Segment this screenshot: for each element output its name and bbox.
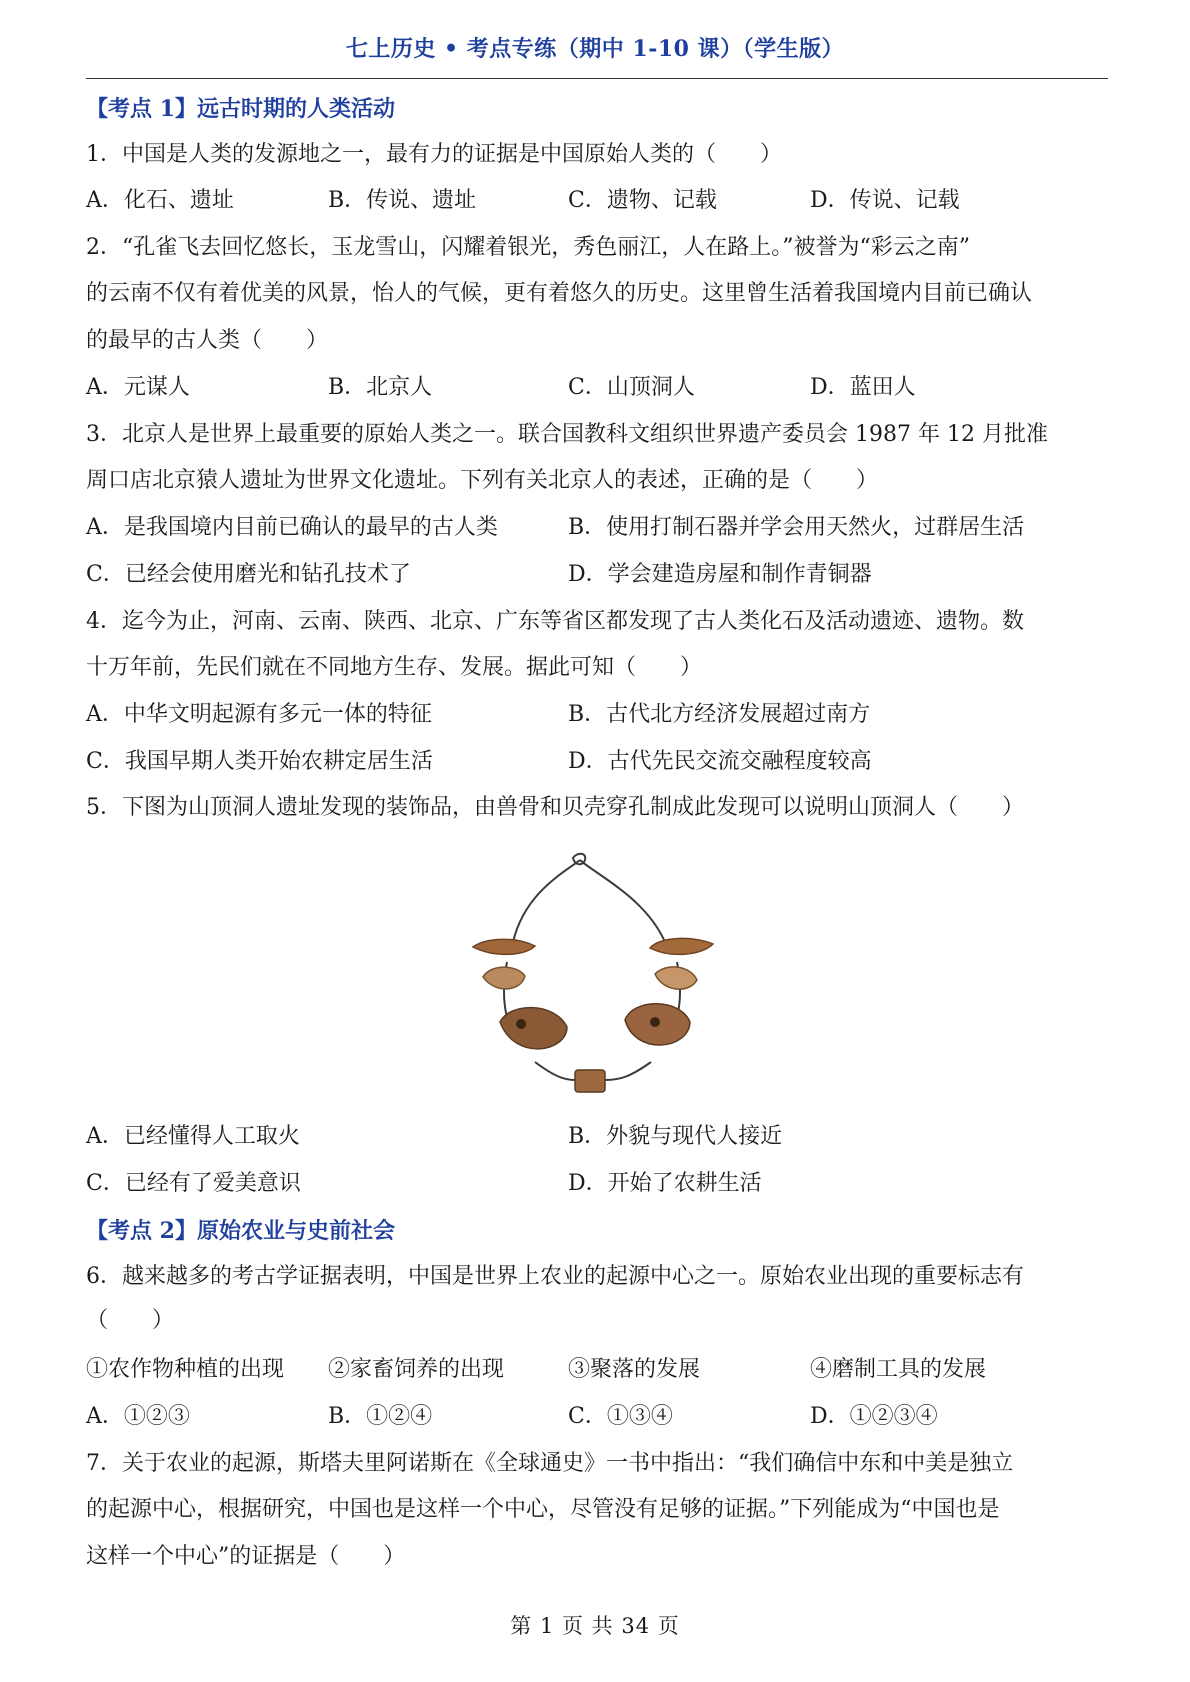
question-6-option-b: B．①②④ [328,1404,433,1429]
question-6-option-d: D．①②③④ [810,1404,938,1429]
question-2-stem-line-3: 的最早的古人类（ ） [86,328,329,353]
question-3-option-a: A．是我国境内目前已确认的最早的古人类 [86,515,498,540]
question-6-item-1: ①农作物种植的出现 [86,1357,285,1382]
bone-bead-upper-left [473,939,535,954]
section-heading-1: 【考点 1】远古时期的人类活动 [86,96,395,122]
necklace-ornament-image [455,852,745,1102]
question-2-option-c: C．山顶洞人 [568,375,695,400]
question-6-stem-line-1: 6．越来越多的考古学证据表明，中国是世界上农业的起源中心之一。原始农业出现的重要标志有 [86,1264,1025,1289]
question-6-item-4: ④磨制工具的发展 [810,1357,987,1382]
question-4-stem-line-2: 十万年前，先民们就在不同地方生存、发展。据此可知（ ） [86,655,703,680]
bone-bead-upper-right [650,938,713,954]
question-6-item-3: ③聚落的发展 [568,1357,701,1382]
question-7-stem-line-2: 的起源中心，根据研究，中国也是这样一个中心，尽管没有足够的证据。”下列能成为“中国也是 [86,1497,1000,1522]
question-5-option-c: C．已经有了爱美意识 [86,1171,301,1196]
page-number-footer: 第 1 页 共 34 页 [510,1614,680,1638]
question-1-option-d: D．传说、记载 [810,188,960,213]
question-7-stem-line-3: 这样一个中心”的证据是（ ） [86,1544,406,1569]
question-5-option-a: A．已经懂得人工取火 [86,1124,300,1149]
question-4-option-a: A．中华文明起源有多元一体的特征 [86,702,432,727]
bone-bead-mid-left [483,967,525,989]
question-1-option-a: A．化石、遗址 [86,188,234,213]
question-2-option-a: A．元谋人 [86,375,190,400]
question-3-stem-line-2: 周口店北京猿人遗址为世界文化遗址。下列有关北京人的表述，正确的是（ ） [86,468,879,493]
question-2-option-b: B．北京人 [328,375,433,400]
shell-hole-right [650,1017,660,1027]
question-4-option-b: B．古代北方经济发展超过南方 [568,702,871,727]
bone-bead-mid-right [655,967,697,989]
question-5-option-d: D．开始了农耕生活 [568,1171,762,1196]
necklace-cord-right [580,860,665,942]
necklace-cord-left [513,860,580,942]
question-3-option-b: B．使用打制石器并学会用天然火，过群居生活 [568,515,1025,540]
question-1-option-c: C．遗物、记载 [568,188,717,213]
question-3-option-d: D．学会建造房屋和制作青铜器 [568,562,872,587]
bone-bead-bottom [575,1070,605,1092]
question-2-option-d: D．蓝田人 [810,375,916,400]
question-2-stem-line-2: 的云南不仅有着优美的风景，怡人的气候，更有着悠久的历史。这里曾生活着我国境内目前已确认 [86,281,1033,306]
question-5-stem: 5．下图为山顶洞人遗址发现的装饰品，由兽骨和贝壳穿孔制成此发现可以说明山顶洞人（ ） [86,795,1025,820]
question-6-stem-line-2: （ ） [86,1308,175,1333]
question-3-stem-line-1: 3．北京人是世界上最重要的原始人类之一。联合国教科文组织世界遗产委员会 1987 年 12 月批准 [86,422,1048,447]
header-divider [86,78,1108,79]
question-3-option-c: C．已经会使用磨光和钻孔技术了 [86,562,411,587]
question-6-item-2: ②家畜饲养的出现 [328,1357,505,1382]
header-title: 七上历史 • 考点专练（期中 1-10 课）（学生版） [345,36,845,62]
question-7-stem-line-1: 7．关于农业的起源，斯塔夫里阿诺斯在《全球通史》一书中指出：“我们确信中东和中美是独立 [86,1451,1014,1476]
question-6-option-a: A．①②③ [86,1404,190,1429]
question-4-option-d: D．古代先民交流交融程度较高 [568,749,872,774]
shell-pendant-left [500,1008,567,1049]
question-5-option-b: B．外貌与现代人接近 [568,1124,783,1149]
question-2-stem-line-1: 2．“孔雀飞去回忆悠长，玉龙雪山，闪耀着银光，秀色丽江，人在路上。”被誉为“彩云之南” [86,235,970,260]
shell-hole-left [516,1019,526,1029]
question-4-stem-line-1: 4．迄今为止，河南、云南、陕西、北京、广东等省区都发现了古人类化石及活动遗迹、遗物。数 [86,609,1025,634]
necklace-knot [573,854,585,865]
question-4-option-c: C．我国早期人类开始农耕定居生活 [86,749,433,774]
section-heading-2: 【考点 2】原始农业与史前社会 [86,1218,395,1244]
question-6-option-c: C．①③④ [568,1404,673,1429]
question-1-option-b: B．传说、遗址 [328,188,477,213]
question-1-stem: 1．中国是人类的发源地之一，最有力的证据是中国原始人类的（ ） [86,142,782,167]
